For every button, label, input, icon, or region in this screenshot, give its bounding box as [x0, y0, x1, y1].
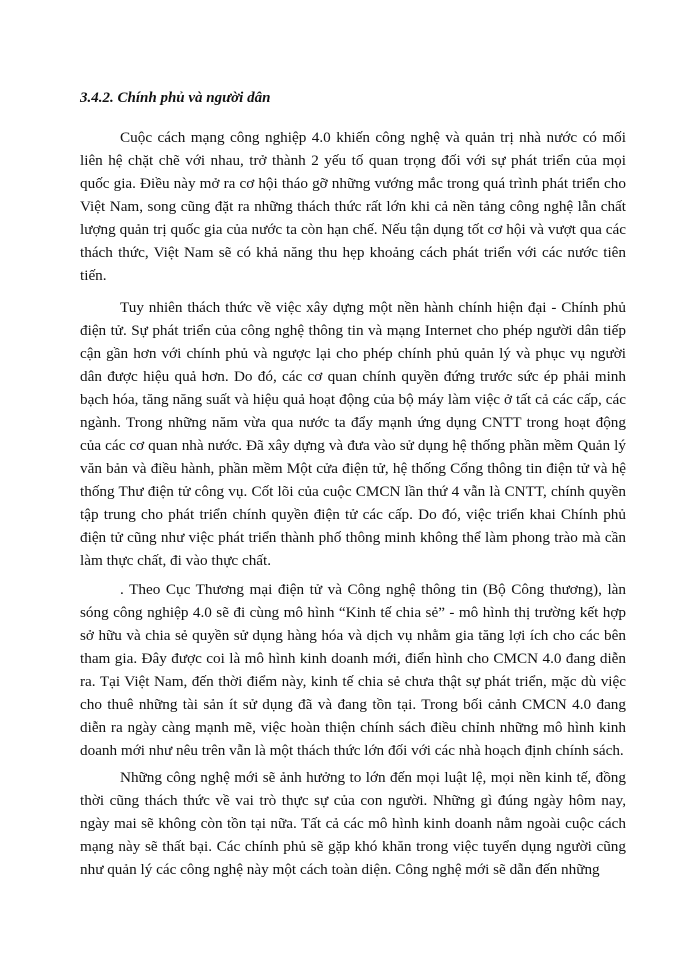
paragraph-2: Tuy nhiên thách thức về việc xây dựng một nền hành chính hiện đại - Chính phủ điện tử. Sự phát triển của công nghệ thông tin và mạng Internet cho phép người dân tiếp cận gần hơn với chính phủ và ngược lại cho phép chính phủ quản lý và phục vụ người dân được hiệu quả hơn. Do đó, các cơ quan chính quyền đứng trước sức ép phải minh bạch hóa, tăng năng suất và hiệu quả hoạt động của bộ máy làm việc ở tất cả các cấp, các ngành. Trong những năm vừa qua nước ta đẩy mạnh ứng dụng CNTT trong hoạt động của các cơ quan nhà nước. Đã xây dựng và đưa vào sử dụng hệ thống phần mềm Quản lý văn bản và điều hành, phần mềm Một cửa điện tử, hệ thống Cổng thông tin điện tử và hệ thống Thư điện tử công vụ. Cốt lõi của cuộc CMCN lần thứ 4 vẫn là CNTT, chính quyền tập trung cho phát triển chính quyền điện tử các cấp. Do đó, việc triển khai Chính phủ điện tử cũng như việc phát triển thành phố thông minh không thể làm phong trào mà cần làm thực chất, đi vào thực chất.: [80, 299, 626, 569]
section-heading: 3.4.2. Chính phủ và người dân: [80, 90, 271, 106]
paragraph-1: Cuộc cách mạng công nghiệp 4.0 khiến công nghệ và quản trị nhà nước có mối liên hệ chặt chẽ với nhau, trở thành 2 yếu tố quan trọng đối với sự phát triển của mọi quốc gia. Điều này mở ra cơ hội tháo gỡ những vướng mắc trong quá trình phát triển cho Việt Nam, song cũng đặt ra những thách thức rất lớn khi cả nền tảng công nghệ lẫn chất lượng quản trị quốc gia của nước ta còn hạn chế. Nếu tận dụng tốt cơ hội và vượt qua các thách thức, Việt Nam sẽ có khả năng thu hẹp khoảng cách phát triển với các nước tiên tiến.: [80, 129, 626, 284]
paragraph-4: Những công nghệ mới sẽ ảnh hưởng to lớn đến mọi luật lệ, mọi nền kinh tế, đồng thời cũng thách thức về vai trò thực sự của con người. Những gì đúng ngày hôm nay, ngày mai sẽ không còn tồn tại nữa. Tất cả các mô hình kinh doanh nằm ngoài cuộc cách mạng này sẽ thất bại. Các chính phủ sẽ gặp khó khăn trong việc tuyển dụng người cũng như quản lý các công nghệ này một cách toàn diện. Công nghệ mới sẽ dẫn đến những: [80, 769, 626, 878]
paragraph-3: . Theo Cục Thương mại điện tử và Công nghệ thông tin (Bộ Công thương), làn sóng công nghiệp 4.0 sẽ đi cùng mô hình “Kinh tế chia sẻ” - mô hình thị trường kết hợp sở hữu và chia sẻ quyền sử dụng hàng hóa và dịch vụ nhằm gia tăng lợi ích cho các bên tham gia. Đây được coi là mô hình kinh doanh mới, điển hình cho CMCN 4.0 đang diễn ra. Tại Việt Nam, đến thời điểm này, kinh tế chia sẻ chưa thật sự phát triển, mặc dù việc cho thuê những tài sản ít sử dụng đã và đang tồn tại. Trong bối cảnh CMCN 4.0 đang diễn ra ngày càng mạnh mẽ, việc hoàn thiện chính sách điều chỉnh những mô hình kinh doanh mới như nêu trên vẫn là một thách thức lớn đối với các nhà hoạch định chính sách.: [80, 581, 626, 759]
